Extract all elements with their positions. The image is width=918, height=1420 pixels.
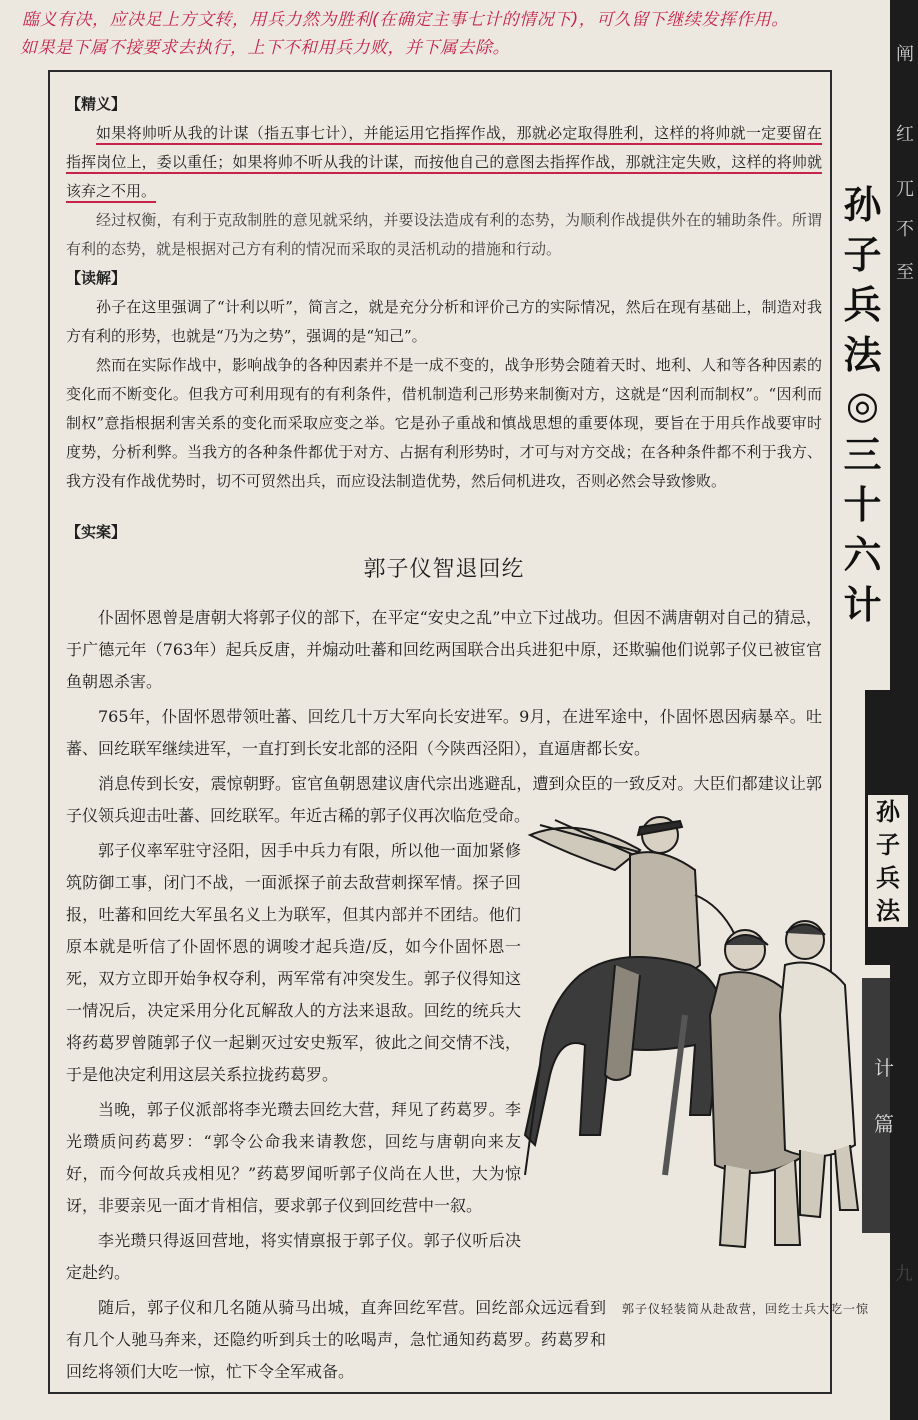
dujie-paragraph-1: 孙子在这里强调了“计利以听”，简言之，就是充分分析和评价己方的实际情况，然后在现有基础上，制造对我方有利的形势，也就是“乃为之势”，强调的是“知己”。 xyxy=(66,298,822,345)
edge-glyph: 兀 xyxy=(896,179,914,200)
sidebar-book-label: 孙子兵法 xyxy=(868,795,908,927)
dujie-heading: 【读解】 xyxy=(66,269,127,287)
handwritten-note-line-1: 臨义有决，应决足上方文转，用兵力然为胜利(在确定主事七计的情况下)，可久留下继续发挥作用。 xyxy=(22,10,789,30)
story-paragraph-2: 765年，仆固怀恩带领吐蕃、回纥几十万大军向长安进军。9月，在进军途中，仆固怀恩因病暴卒。吐蕃、回纥联军继续进军，一直打到长安北部的泾阳（今陕西泾阳），直逼唐都长安。 xyxy=(66,707,822,758)
story-paragraph-5: 当晚，郭子仪派部将李光瓒去回纥大营，拜见了药葛罗。李光瓒质问药葛罗：“郭令公命我来请教您，回纥与唐朝向来友好，而今何故兵戎相见？”药葛罗闻听郭子仪尚在人世，大为惊讶，非要亲见一面才肯相信，要求郭子仪到回纥营中一叙。 xyxy=(66,1100,521,1215)
sidebar-chapter-label: 计篇 xyxy=(874,1056,894,1136)
shian-heading: 【实案】 xyxy=(66,523,127,541)
story-narrow-column xyxy=(66,835,521,1289)
sidebar-book-title: 孙子兵法◎三十六计 xyxy=(843,182,882,627)
jingyi-heading: 【精义】 xyxy=(66,95,127,113)
jingyi-paragraph-1: 如果将帅听从我的计谋（指五事七计），并能运用它指挥作战，那就必定取得胜利，这样的将帅就一定要留在指挥岗位上，委以重任；如果将帅不听从我的计谋，而按他自己的意图去指挥作战，那就注定失败，这样的将帅就该弃之不用。 xyxy=(66,124,822,200)
edge-glyph: 不 xyxy=(896,219,914,240)
story-title: 郭子仪智退回纥 xyxy=(363,557,525,582)
illustration-caption: 郭子仪轻装简从赴敌营，回纥士兵大吃一惊 xyxy=(622,1302,870,1316)
story-paragraph-6: 李光瓒只得返回营地，将实情禀报于郭子仪。郭子仪听后决定赴约。 xyxy=(66,1231,521,1282)
adjacent-page-edge xyxy=(890,0,918,1420)
edge-glyph: 红 xyxy=(896,124,914,145)
story-paragraph-3: 消息传到长安，震惊朝野。宦官鱼朝恩建议唐代宗出逃避乱，遭到众臣的一致反对。大臣们都建议让郭子仪领兵迎击吐蕃、回纥联军。年近古稀的郭子仪再次临危受命。 xyxy=(66,774,822,825)
story-paragraph-7: 随后，郭子仪和几名随从骑马出城，直奔回纥军营。回纥部众远远看到有几个人驰马奔来，还隐约听到兵士的吆喝声，急忙通知药葛罗。药葛罗和回纥将领们大吃一惊，忙下令全军戒备。 xyxy=(66,1298,606,1381)
edge-glyph: 阐 xyxy=(896,44,914,65)
illustration-horseman-and-soldiers xyxy=(520,815,865,1285)
story-paragraph-1: 仆固怀恩曾是唐朝大将郭子仪的部下，在平定“安史之乱”中立下过战功。但因不满唐朝对自己的猜忌，于广德元年（763年）起兵反唐，并煽动吐蕃和回纥两国联合出兵进犯中原，还欺骗他们说郭子仪已被宦官鱼朝恩杀害。 xyxy=(66,608,822,691)
edge-glyph: 至 xyxy=(896,262,914,283)
story-paragraph-4: 郭子仪率军驻守泾阳，因手中兵力有限，所以他一面加紧修筑防御工事，闭门不战，一面派探子前去敌营刺探军情。探子回报，吐蕃和回纥大军虽名义上为联军，但其内部并不团结。他们原本就是听信了仆固怀恩的调唆才起兵造/反，如今仆固怀恩一死，双方立即开始争权夺利，两军常有冲突发生。郭子仪得知这一情况后，决定采用分化瓦解敌人的方法来退敌。回纥的统兵大将药葛罗曾随郭子仪一起剿灭过安史叛军，彼此之间交情不浅，于是他决定利用这层关系拉拢药葛罗。 xyxy=(66,841,521,1084)
handwritten-note-line-2: 如果是下属不接要求去执行，上下不和用兵力败，并下属去除。 xyxy=(20,38,510,58)
jingyi-paragraph-2: 经过权衡，有利于克敌制胜的意见就采纳，并要设法造成有利的态势，为顺利作战提供外在的辅助条件。所谓有利的态势，就是根据对己方有利的情况而采取的灵活机动的措施和行动。 xyxy=(66,211,822,258)
page-number-fragment: 九 xyxy=(895,1264,913,1285)
dujie-paragraph-2: 然而在实际作战中，影响战争的各种因素并不是一成不变的，战争形势会随着天时、地利、人和等各种因素的变化而不断变化。但我方可利用现有的有利条件，借机制造利己形势来制衡对方，这就是“因利而制权”。“因利而制权”意指根据利害关系的变化而采取应变之举。它是孙子重战和慎战思想的重要体现，要旨在于用兵作战要审时度势，分析利弊。当我方的各种条件都优于对方、占据有利形势时，才可与对方交战；在各种条件都不利于我方、我方没有作战优势时，切不可贸然出兵，而应设法制造优势，然后伺机进攻，否则必然会导致惨败。 xyxy=(66,356,822,490)
